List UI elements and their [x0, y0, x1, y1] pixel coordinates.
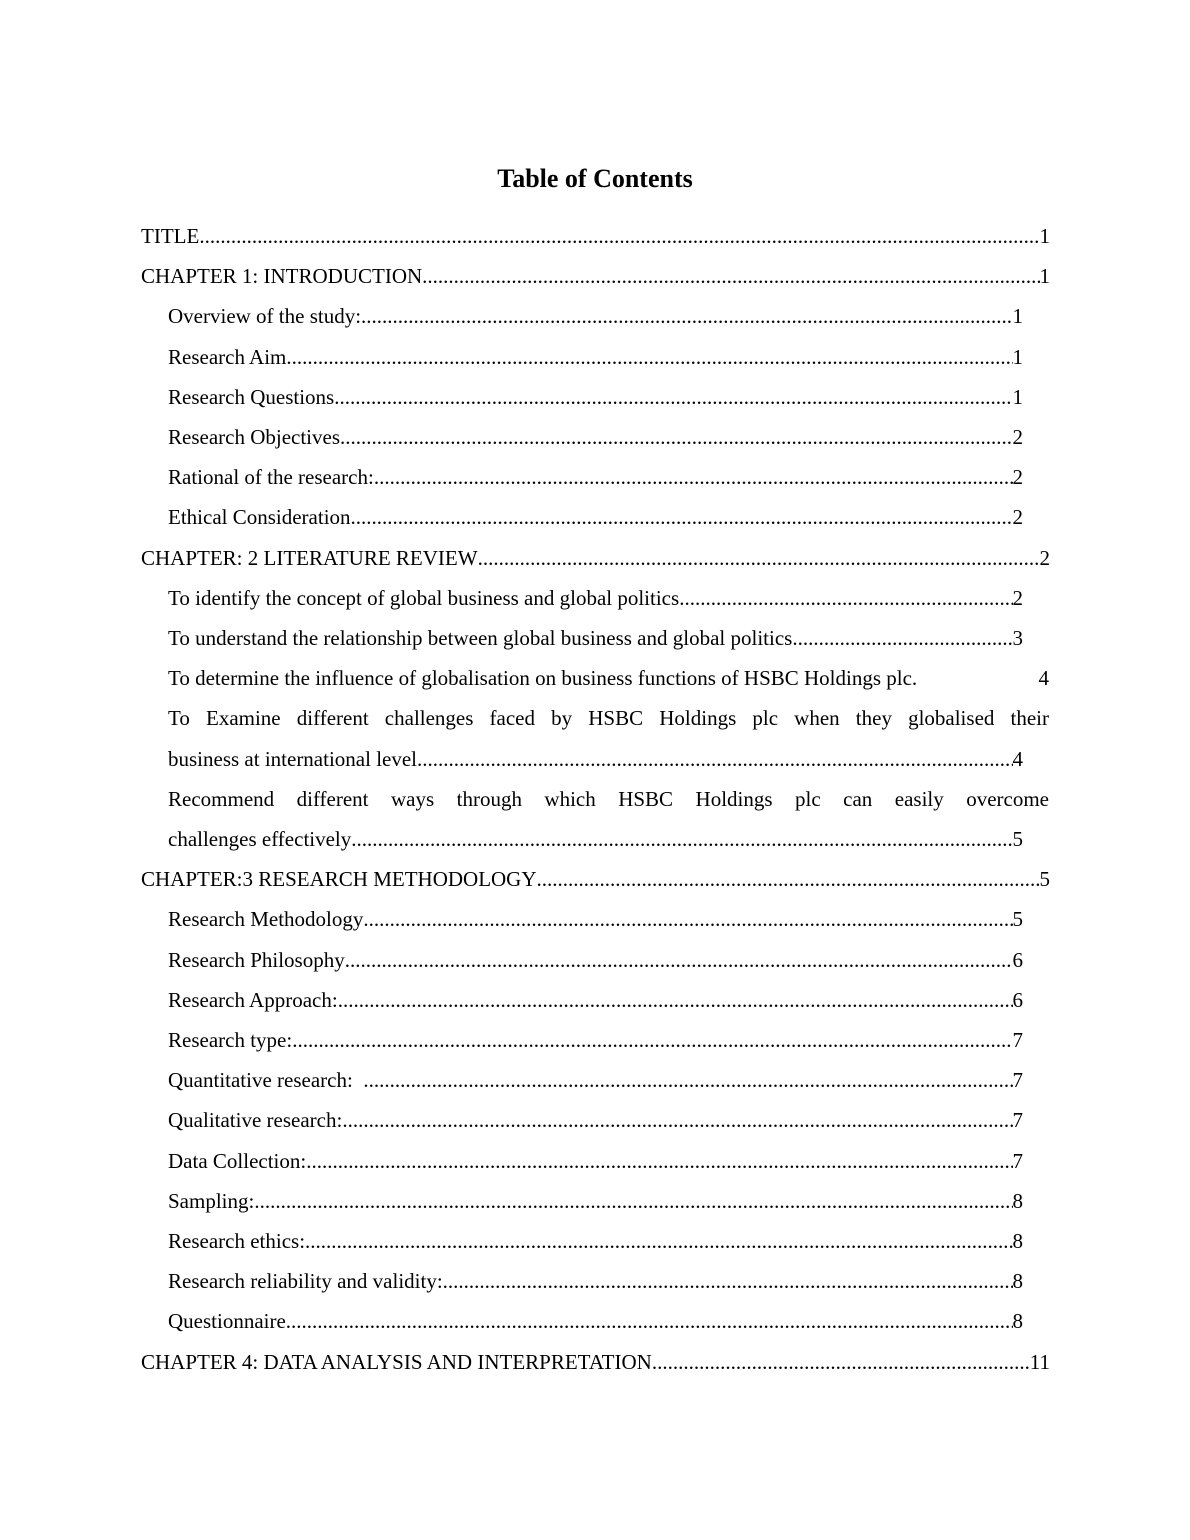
toc-entry-influence[interactable]: [168, 658, 1049, 698]
toc-page-number: 11: [1029, 1349, 1050, 1374]
dot-leader: [363, 899, 1012, 939]
toc-entry-label: Qualitative research:: [168, 1108, 343, 1133]
toc-list: [0, 216, 1190, 1382]
toc-page-number: 1: [1039, 224, 1050, 248]
toc-entry-label: To determine the influence of globalisation on business functions of HSBC Holdings plc.: [168, 666, 918, 691]
toc-entry-research-philosophy[interactable]: [168, 940, 1023, 980]
toc-entry-rational[interactable]: [168, 457, 1023, 497]
toc-entry-challenges[interactable]: [168, 698, 1049, 778]
toc-page-number: 1: [1012, 344, 1023, 369]
dot-leader: [422, 256, 1039, 296]
toc-entry-label: Sampling:: [168, 1188, 255, 1213]
toc-page-number: 6: [1012, 947, 1023, 972]
dot-leader: [537, 859, 1040, 899]
toc-entry-label: CHAPTER:3 RESEARCH METHODOLOGY: [141, 867, 537, 892]
toc-entry-continuation: [168, 819, 1023, 859]
dot-leader: [305, 1221, 1012, 1261]
toc-entry-label: CHAPTER 1: INTRODUCTION: [141, 264, 423, 289]
toc-page-number: 5: [1012, 827, 1023, 852]
toc-entry-label: business at international level: [168, 746, 418, 771]
toc-entry-recommend[interactable]: [168, 779, 1049, 859]
toc-entry-overview[interactable]: [168, 296, 1023, 336]
toc-entry-label: Questionnaire: [168, 1309, 286, 1334]
dot-leader: [292, 1020, 1012, 1060]
dot-leader: [361, 296, 1012, 336]
toc-entry-continuation: [168, 739, 1023, 779]
toc-page-number: 1: [1012, 384, 1023, 409]
toc-entry-label: CHAPTER 4: DATA ANALYSIS AND INTERPRETATION: [141, 1349, 652, 1374]
toc-entry-research-questions[interactable]: [168, 377, 1023, 417]
dot-leader: [306, 1141, 1012, 1181]
toc-page-number: 6: [1012, 987, 1023, 1012]
toc-entry-label: To understand the relationship between global business and global politics: [168, 626, 793, 651]
toc-entry-label: Research reliability and validity:: [168, 1269, 443, 1294]
toc-entry-reliability-validity[interactable]: [168, 1261, 1023, 1301]
dot-leader: [443, 1261, 1013, 1301]
dot-leader: [340, 417, 1012, 457]
toc-entry-ethical-consideration[interactable]: [168, 497, 1023, 537]
toc-entry-research-objectives[interactable]: [168, 417, 1023, 457]
dot-leader: [334, 377, 1012, 417]
dot-leader: [286, 1301, 1013, 1341]
toc-page-number: 4: [1038, 666, 1049, 691]
toc-entry-label: Research type:: [168, 1028, 293, 1053]
dot-leader: [417, 739, 1012, 779]
toc-entry-label: challenges effectively: [168, 827, 352, 852]
dot-leader: [679, 578, 1012, 618]
toc-page-number: 3: [1012, 626, 1023, 651]
toc-entry-research-methodology[interactable]: [168, 899, 1023, 939]
toc-title: Table of Contents: [497, 164, 693, 193]
toc-entry-label: Quantitative research:: [168, 1068, 364, 1093]
toc-page-number: 5: [1012, 907, 1023, 932]
toc-entry-chapter-4[interactable]: [141, 1342, 1050, 1382]
toc-entry-label: Data Collection:: [168, 1148, 307, 1173]
toc-page-number: 8: [1012, 1188, 1023, 1213]
toc-entry-research-aim[interactable]: [168, 337, 1023, 377]
toc-page-number: 8: [1012, 1229, 1023, 1254]
toc-entry-label: TITLE: [141, 224, 200, 248]
dot-leader: [345, 940, 1013, 980]
toc-entry-chapter-2[interactable]: [141, 538, 1050, 578]
dot-leader: [374, 457, 1013, 497]
toc-entry-title[interactable]: [141, 216, 1050, 256]
toc-page-number: 5: [1039, 867, 1050, 892]
dot-leader: [338, 980, 1013, 1020]
dot-leader: [199, 216, 1039, 256]
dot-leader: [351, 497, 1013, 537]
toc-page-number: 1: [1039, 264, 1050, 289]
toc-page-number: 7: [1012, 1028, 1023, 1053]
toc-entry-qualitative[interactable]: [168, 1100, 1023, 1140]
dot-leader: [652, 1342, 1030, 1382]
toc-page-number: 1: [1012, 304, 1023, 329]
dot-leader: [792, 618, 1012, 658]
toc-entry-label: Research Approach:: [168, 987, 338, 1012]
dot-leader: [254, 1181, 1012, 1221]
dot-leader: [286, 337, 1012, 377]
toc-entry-label: Research Philosophy: [168, 947, 345, 972]
toc-entry-research-approach[interactable]: [168, 980, 1023, 1020]
toc-entry-concept[interactable]: [168, 578, 1023, 618]
toc-page-number: 4: [1012, 746, 1023, 771]
toc-entry-label: Recommend different ways through which HSBC Holdings plc can easily overcome: [168, 786, 1049, 811]
toc-entry-research-type[interactable]: [168, 1020, 1023, 1060]
dot-leader: [478, 538, 1040, 578]
toc-page-number: 2: [1039, 545, 1050, 570]
toc-page-number: 7: [1012, 1108, 1023, 1133]
toc-page-number: 8: [1012, 1269, 1023, 1294]
toc-page-number: 2: [1012, 465, 1023, 490]
toc-page-number: 2: [1012, 585, 1023, 610]
toc-entry-questionnaire[interactable]: [168, 1301, 1023, 1341]
toc-entry-label: Overview of the study:: [168, 304, 362, 329]
toc-page-number: 2: [1012, 505, 1023, 530]
toc-entry-label: Research Questions: [168, 384, 335, 409]
toc-entry-relationship[interactable]: [168, 618, 1023, 658]
toc-entry-label: To Examine different challenges faced by HSBC Holdings plc when they globalised their: [168, 706, 1049, 731]
dot-leader: [351, 819, 1012, 859]
dot-leader: [342, 1100, 1012, 1140]
toc-entry-sampling[interactable]: [168, 1181, 1023, 1221]
toc-entry-label: To identify the concept of global business and global politics: [168, 585, 680, 610]
toc-page-number: 7: [1012, 1148, 1023, 1173]
toc-entry-label: Rational of the research:: [168, 465, 374, 490]
toc-page-number: 7: [1012, 1068, 1023, 1093]
toc-entry-chapter-1[interactable]: [141, 256, 1050, 296]
toc-entry-label: Research Aim: [168, 344, 287, 369]
toc-entry-label: Research ethics:: [168, 1229, 306, 1254]
toc-entry-label: CHAPTER: 2 LITERATURE REVIEW: [141, 545, 478, 570]
toc-entry-quantitative[interactable]: [168, 1060, 1023, 1100]
toc-page-number: 2: [1012, 425, 1023, 450]
toc-entry-label: Ethical Consideration: [168, 505, 351, 530]
toc-entry-research-ethics[interactable]: [168, 1221, 1023, 1261]
toc-entry-chapter-3[interactable]: [141, 859, 1050, 899]
toc-entry-label: Research Objectives: [168, 425, 341, 450]
toc-page-number: 8: [1012, 1309, 1023, 1334]
toc-entry-data-collection[interactable]: [168, 1141, 1023, 1181]
toc-entry-label: Research Methodology: [168, 907, 364, 932]
dot-leader: [363, 1060, 1012, 1100]
